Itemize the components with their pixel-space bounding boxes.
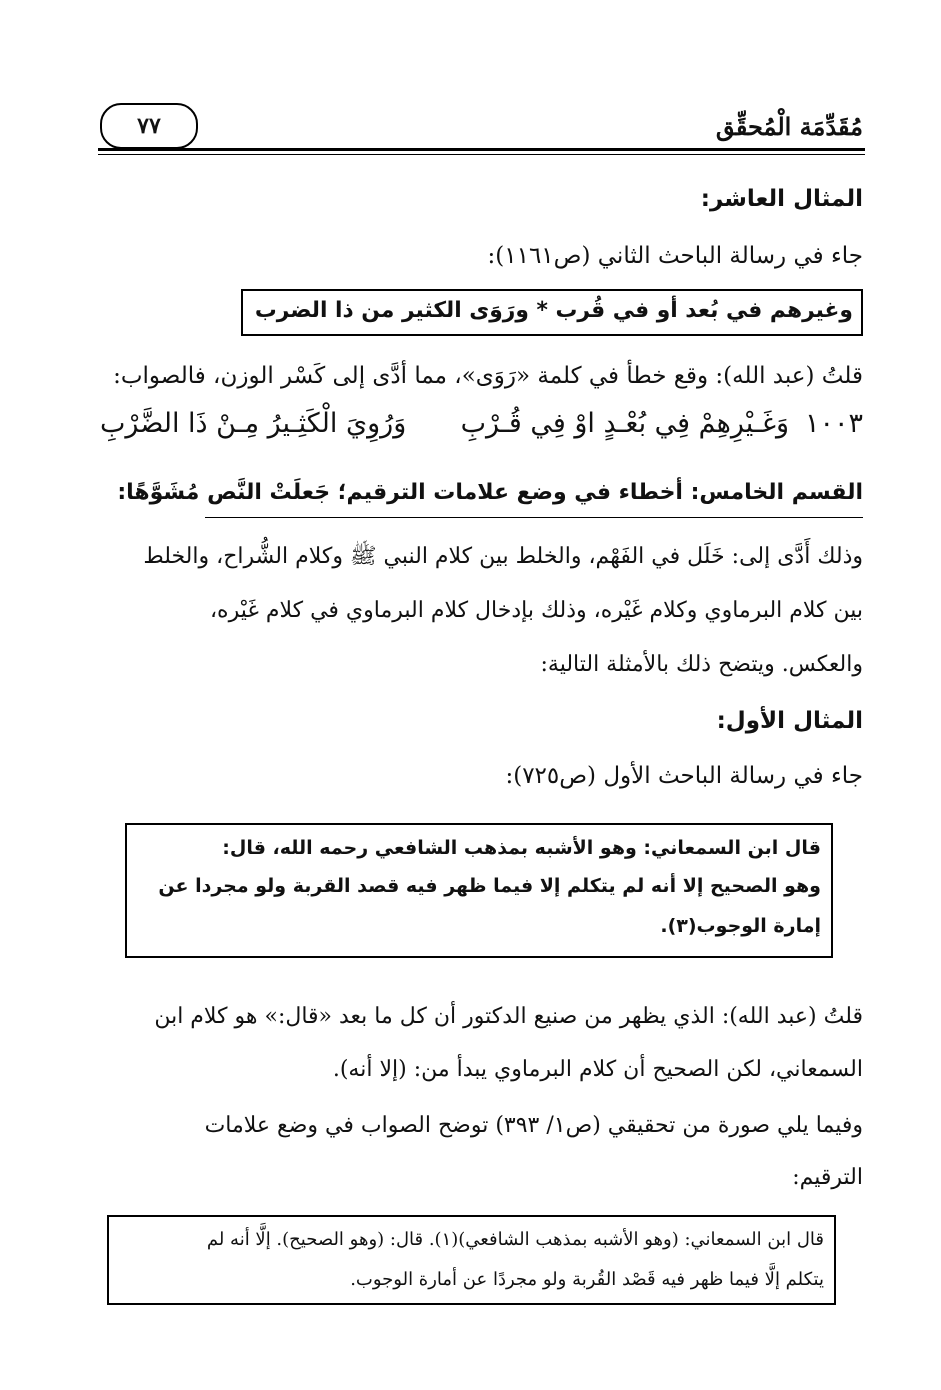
paragraph-five-line-1: وذلك أَدَّى إلى: خَلَل في الفَهْم، والخلط بين كلام النبي ﷺ وكلام الشُّراح، والخلط (143, 544, 863, 569)
header-rule-thin (98, 154, 865, 155)
poem-hemistich-first: وَغَـيْرِهِمْ فِي بُعْـدٍ اوْ فِي قُـرْبِ (460, 408, 789, 439)
intro-tenth-example: جاء في رسالة الباحث الثاني (ص١١٦١): (487, 243, 863, 269)
paragraph-five-line-3: والعكس. ويتضح ذلك بالأمثلة التالية: (540, 652, 863, 677)
note-first-line-1: قلتُ (عبد الله): الذي يظهر من صنيع الدكتور أن كل ما بعد «قال:» هو كلام ابن (154, 1004, 863, 1029)
note-first-line-2: السمعاني، لكن الصحيح أن كلام البرماوي يبدأ من: (إلا أنه). (332, 1057, 863, 1082)
quote-box-researcher (125, 823, 833, 958)
quote-box-researcher-line-3: إمارة الوجوب(٣). (660, 915, 821, 937)
poem-line-number: ١٠٠٣ (804, 408, 863, 439)
quote-box-corrected-line-2: يتكلم إلَّا فيما ظهر فيه قَصْد القُربة ولو مجردًا عن أمارة الوجوب. (350, 1269, 824, 1290)
heading-tenth-example: المثال العاشر: (700, 186, 863, 212)
poem-hemistich-second: وَرُوِيَ الْكَثِـيرُ مِـنْ ذَا الضَّرْبِ (100, 408, 407, 439)
quote-box-researcher-line-1: قال ابن السمعاني: وهو الأشبه بمذهب الشافعي رحمه الله، قال: (222, 837, 821, 859)
note-tenth-example: قلتُ (عبد الله): وقع خطأ في كلمة «رَوَى»، مما أدَّى إلى كَسْر الوزن، فالصواب: (113, 363, 863, 389)
header-rule-thick (98, 148, 865, 151)
paragraph-five-line-2: بين كلام البرماوي وكلام غَيْره، وذلك بإدخال كلام البرماوي في كلام غَيْره، (209, 598, 863, 623)
quoted-verse-box (241, 289, 863, 336)
followup-line-1: وفيما يلي صورة من تحقيقي (ص١/ ٣٩٣) توضح الصواب في وضع علامات (204, 1113, 863, 1138)
quote-box-corrected-line-1: قال ابن السمعاني: (وهو الأشبه بمذهب الشافعي)(١). قال: (وهو الصحيح). إلَّا أنه لم (206, 1229, 824, 1250)
quote-box-corrected (107, 1215, 836, 1305)
section-five-heading: القسم الخامس: أخطاء في وضع علامات الترقيم؛ جَعلَتْ النَّص مُشَوَّهًا: (117, 480, 863, 505)
running-header-title: مُقَدِّمَة الْمُحقِّق (715, 112, 863, 141)
quote-box-researcher-line-2: وهو الصحيح إلا أنه لم يتكلم إلا فيما ظهر فيه قصد القربة ولو مجردا عن (158, 875, 821, 897)
followup-line-2: الترقيم: (792, 1165, 863, 1190)
page-number-badge: ٧٧ (100, 103, 198, 149)
heading-first-example: المثال الأول: (716, 708, 863, 734)
quoted-verse-text: وغيرهم في بُعد أو في قُرب * ورَوَى الكثير من ذا الضرب (254, 298, 853, 323)
intro-first-example: جاء في رسالة الباحث الأول (ص٧٢٥): (505, 763, 863, 789)
section-five-underline (205, 517, 863, 518)
